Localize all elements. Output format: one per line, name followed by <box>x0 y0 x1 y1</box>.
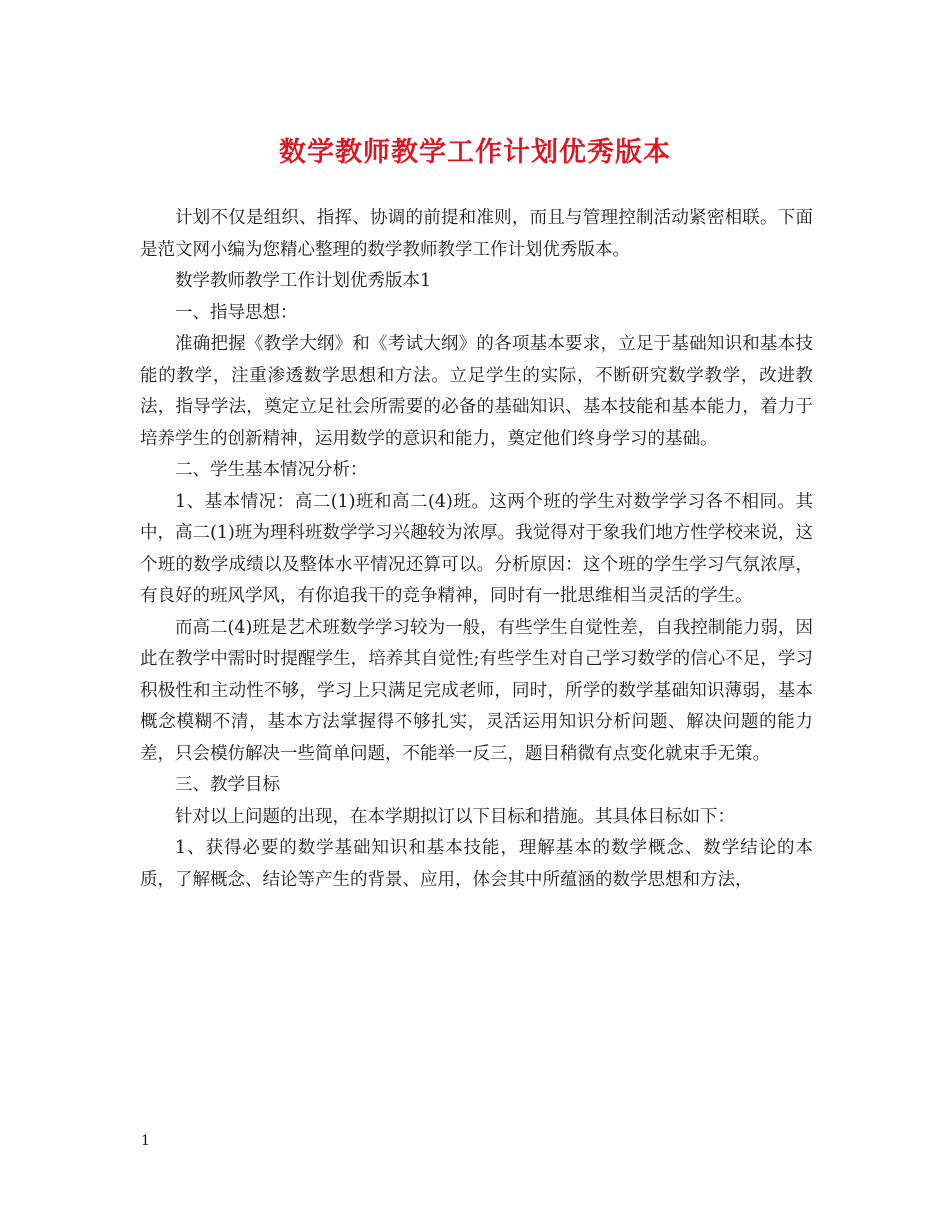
section-heading-student-analysis: 二、学生基本情况分析： <box>175 460 368 480</box>
section-heading-teaching-goals: 三、教学目标 <box>175 775 280 795</box>
paragraph-guiding-ideology: 准确把握《教学大纲》和《考试大纲》的各项基本要求，立足于基础知识和基本技能的教学，注重渗透数学思想和方法。立足学生的实际，不断研究数学教学，改进教法，指导学法，奠定立足社会所需要的必备的基础知识、基本技能和基本能力，着力于培养学生的创新精神，运用数学的意识和能力，奠定他们终身学习的基础。 <box>140 334 813 449</box>
paragraph-basic-situation: 1、基本情况：高二(1)班和高二(4)班。这两个班的学生对数学学习各不相同。其中，高二(1)班为理科班数学学习兴趣较为浓厚。我觉得对于象我们地方性学校来说，这个班的数学成绩以及整体水平情况还算可以。分析原因：这个班的学生学习气氛浓厚，有良好的班风学风，有你追我干的竞争精神，同时有一批思维相当灵活的学生。 <box>140 491 813 606</box>
paragraph-intro: 计划不仅是组织、指挥、协调的前提和准则，而且与管理控制活动紧密相联。下面是范文网小编为您精心整理的数学教师教学工作计划优秀版本。 <box>140 208 813 260</box>
section-heading-guiding-ideology: 一、指导思想： <box>175 302 298 323</box>
document-title: 数学教师教学工作计划优秀版本 <box>279 137 671 168</box>
page-number: 1 <box>141 1133 150 1149</box>
section-heading-version-1: 数学教师教学工作计划优秀版本1 <box>175 271 432 291</box>
paragraph-goals-intro: 针对以上问题的出现，在本学期拟订以下目标和措施。其具体目标如下： <box>175 806 735 827</box>
paragraph-class-4: 而高二(4)班是艺术班数学学习较为一般，有些学生自觉性差，自我控制能力弱，因此在教学中需时时提醒学生，培养其自觉性;有些学生对自己学习数学的信心不足，学习积极性和主动性不够，学习上只满足完成老师，同时，所学的数学基础知识薄弱，基本概念模糊不清，基本方法掌握得不够扎实，灵活运用知识分析问题、解决问题的能力差，只会模仿解决一些简单问题，不能举一反三，题目稍微有点变化就束手无策。 <box>140 617 813 764</box>
document-body <box>140 203 813 896</box>
paragraph-goal-1: 1、获得必要的数学基础知识和基本技能，理解基本的数学概念、数学结论的本质，了解概念、结论等产生的背景、应用，体会其中所蕴涵的数学思想和方法， <box>140 838 813 890</box>
